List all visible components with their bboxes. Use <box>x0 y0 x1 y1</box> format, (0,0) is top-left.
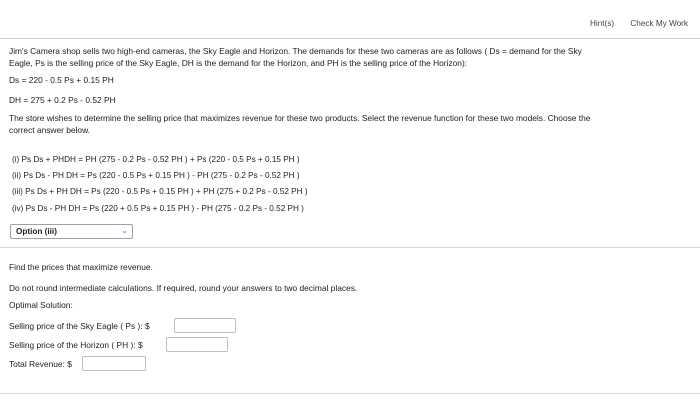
horizon-price-input[interactable] <box>166 337 228 352</box>
chevron-down-icon: ⌄ <box>121 226 128 235</box>
task-line2: correct answer below. <box>9 125 90 135</box>
sky-eagle-price-label <box>9 321 150 331</box>
currency-symbol: $ <box>144 321 150 331</box>
header-links <box>576 19 688 28</box>
task-line1: The store wishes to determine the selling price that maximizes revenue for these two products. Select the revenue function for these two models. Choose the <box>9 113 591 123</box>
currency-symbol: $ <box>137 340 143 350</box>
rounding-instruction: Do not round intermediate calculations. If required, round your answers to two decimal places. <box>9 283 358 293</box>
hints-link[interactable]: Hint(s) <box>589 19 615 28</box>
option-iv: (iv) Ps Ds - PH DH = Ps (220 + 0.5 Ps + 0.15 PH ) - PH (275 - 0.2 Ps - 0.52 PH ) <box>12 204 304 213</box>
header-bar <box>0 0 700 38</box>
header-divider <box>0 38 700 39</box>
problem-intro-line2: Eagle, Ps is the selling price of the Sky Eagle, DH is the demand for the Horizon, and PH is the selling price of the Horizon): <box>9 58 468 68</box>
horizon-price-label <box>9 340 143 350</box>
option-i: (i) Ps Ds + PHDH = PH (275 - 0.2 Ps - 0.52 PH ) + Ps (220 - 0.5 Ps + 0.15 PH ) <box>12 155 300 164</box>
option-ii: (ii) Ps Ds - PH DH = Ps (220 - 0.5 Ps + 0.15 PH ) - PH (275 - 0.2 Ps - 0.52 PH ) <box>12 171 300 180</box>
section-divider <box>0 247 700 248</box>
total-revenue-input[interactable] <box>82 356 146 371</box>
currency-symbol: $ <box>67 359 72 369</box>
select-value: Option (iii) <box>16 227 57 236</box>
sky-eagle-price-input[interactable] <box>174 318 236 333</box>
option-iii: (iii) Ps Ds + PH DH = Ps (220 - 0.5 Ps + 0.15 PH ) + PH (275 + 0.2 Ps - 0.52 PH ) <box>12 187 308 196</box>
optimal-solution-label: Optimal Solution: <box>9 300 73 310</box>
sky-eagle-price-text: Selling price of the Sky Eagle ( Ps ): <box>9 321 143 331</box>
total-revenue-text: Total Revenue: <box>9 359 65 369</box>
revenue-function-select[interactable] <box>10 224 133 239</box>
check-my-work-link[interactable]: Check My Work <box>630 19 688 28</box>
footer-divider <box>0 393 700 394</box>
problem-intro-line1: Jim's Camera shop sells two high-end cameras, the Sky Eagle and Horizon. The demands for these two cameras are as follows ( Ds = demand for the Sky <box>9 46 582 56</box>
total-revenue-label <box>9 359 72 369</box>
equation-dh: DH = 275 + 0.2 Ps - 0.52 PH <box>9 95 116 105</box>
equation-ds: Ds = 220 - 0.5 Ps + 0.15 PH <box>9 75 114 85</box>
horizon-price-text: Selling price of the Horizon ( PH ): <box>9 340 136 350</box>
part2-prompt: Find the prices that maximize revenue. <box>9 262 153 272</box>
